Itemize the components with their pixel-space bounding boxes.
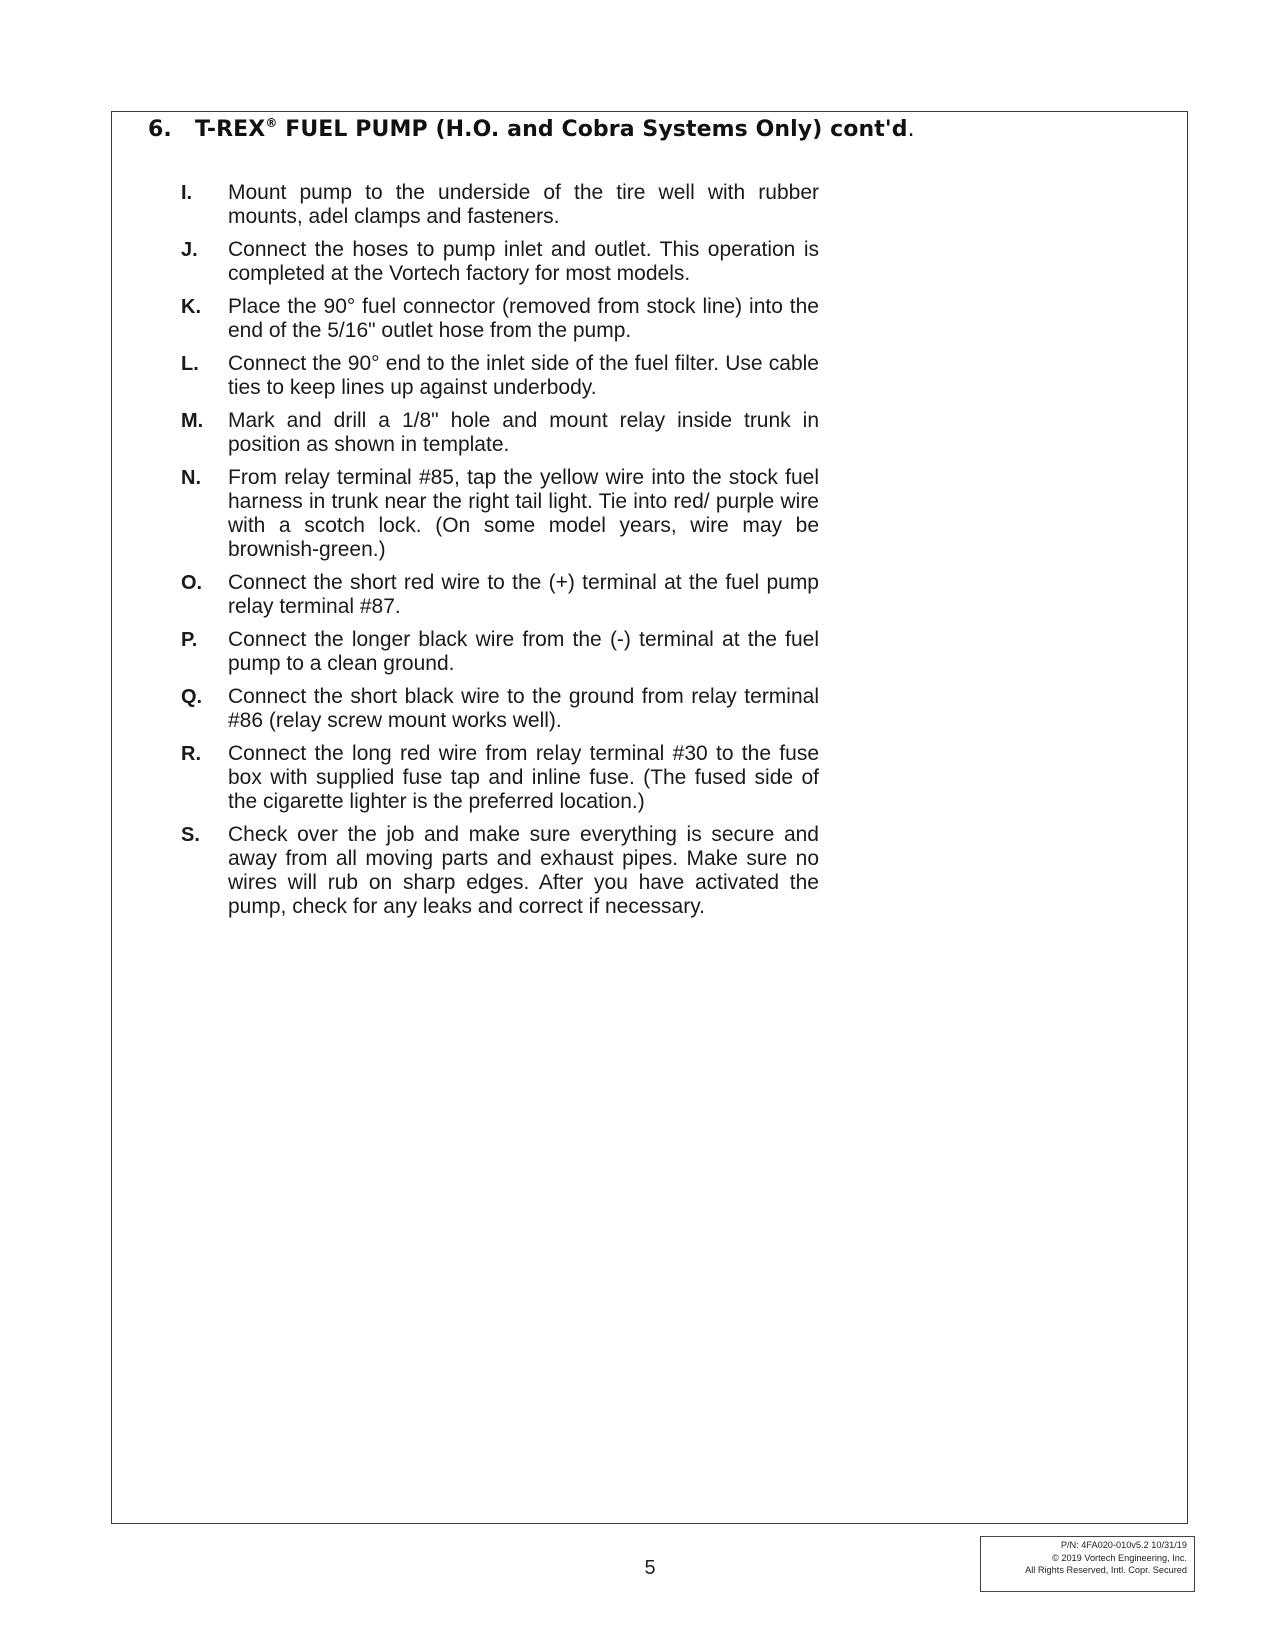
step-letter: M.	[181, 410, 204, 432]
step-o	[181, 571, 819, 619]
section-number: 6.	[148, 117, 172, 142]
step-letter: O.	[181, 572, 203, 594]
copyright-line: © 2019 Vortech Engineering, Inc.	[1052, 1552, 1187, 1563]
step-q	[181, 685, 819, 733]
step-k	[181, 295, 819, 343]
step-letter: N.	[181, 467, 201, 489]
step-letter: J.	[181, 239, 198, 261]
instruction-steps	[181, 181, 819, 928]
step-letter: I.	[181, 182, 193, 204]
step-text: Connect the hoses to pump inlet and outlet. This operation is completed at the Vortech factory for most models.	[228, 238, 819, 285]
part-number: P/N: 4FA020-010v5.2 10/31/19	[1060, 1540, 1187, 1550]
step-letter: K.	[181, 296, 201, 318]
step-letter: P.	[181, 629, 198, 651]
footer-info-box	[980, 1536, 1195, 1592]
step-letter: R.	[181, 743, 201, 765]
step-letter: L.	[181, 353, 199, 375]
step-i	[181, 181, 819, 229]
step-p	[181, 628, 819, 676]
step-text: Connect the 90° end to the inlet side of the fuel filter. Use cable ties to keep lines up against underbody.	[228, 352, 819, 399]
step-text: Check over the job and make sure everything is secure and away from all moving parts and exhaust pipes. Make sure no wires will rub on sharp edges. After you have activated the pump, check for any leaks and correct if necessary.	[228, 823, 819, 918]
step-text: Connect the short red wire to the (+) terminal at the fuel pump relay terminal #87.	[228, 571, 819, 618]
registered-mark: ®	[265, 116, 278, 130]
section-title-main: T-REX	[195, 117, 266, 142]
step-letter: S.	[181, 824, 200, 846]
rights-line: All Rights Reserved, Intl. Copr. Secured	[1025, 1565, 1187, 1575]
step-text: Mount pump to the underside of the tire well with rubber mounts, adel clamps and fasteners.	[228, 181, 819, 228]
section-title	[148, 116, 915, 142]
step-letter: Q.	[181, 686, 203, 708]
step-text: Connect the long red wire from relay terminal #30 to the fuse box with supplied fuse tap and inline fuse. (The fused side of the cigarette lighter is the preferred location.)	[228, 742, 819, 813]
step-n	[181, 466, 819, 562]
section-title-period: .	[907, 117, 915, 142]
step-s	[181, 823, 819, 919]
step-r	[181, 742, 819, 814]
step-text: Place the 90° fuel connector (removed from stock line) into the end of the 5/16" outlet hose from the pump.	[228, 295, 819, 342]
section-title-rest: FUEL PUMP (H.O. and Cobra Systems Only) cont'd	[277, 117, 908, 142]
step-text: From relay terminal #85, tap the yellow wire into the stock fuel harness in trunk near the right tail light. Tie into red/ purple wire with a scotch lock. (On some model years, wire may be brownish-green.)	[228, 466, 819, 561]
step-text: Connect the short black wire to the ground from relay terminal #86 (relay screw mount works well).	[228, 685, 819, 732]
step-text: Mark and drill a 1/8" hole and mount relay inside trunk in position as shown in template.	[228, 409, 819, 456]
step-text: Connect the longer black wire from the (-) terminal at the fuel pump to a clean ground.	[228, 628, 819, 675]
step-m	[181, 409, 819, 457]
step-l	[181, 352, 819, 400]
page-number: 5	[644, 1557, 656, 1579]
step-j	[181, 238, 819, 286]
